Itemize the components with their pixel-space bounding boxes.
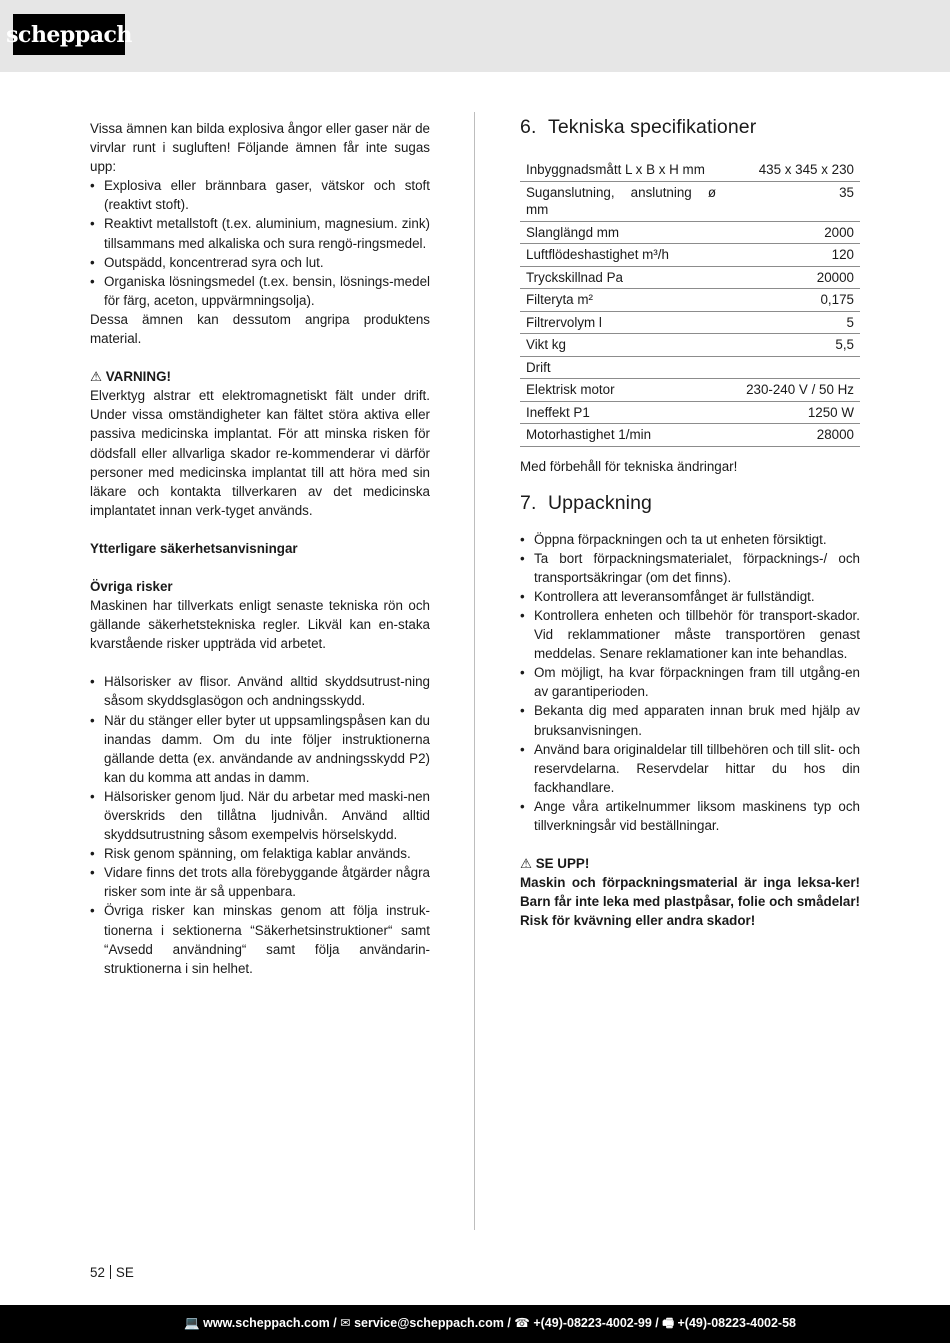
table-row: [520, 311, 860, 334]
table-row: [520, 244, 860, 267]
table-row: [520, 401, 860, 424]
spec-table: [520, 159, 860, 447]
intro-list: [90, 176, 430, 310]
table-row: [520, 181, 860, 221]
section-number: 7.: [520, 491, 537, 514]
spec-label: Vikt kg: [520, 334, 722, 357]
warning-heading: ⚠ VARNING!: [90, 369, 171, 385]
right-column: [520, 114, 860, 930]
spec-value: 28000: [722, 424, 860, 447]
spec-label: Slanglängd mm: [520, 221, 722, 244]
table-row: [520, 289, 860, 312]
spec-label: Filtrervolym l: [520, 311, 722, 334]
intro-outro: Dessa ämnen kan dessutom angripa produktens material.: [90, 311, 430, 347]
list-item: • Hälsorisker av flisor. Använd alltid skyddsutrust-ning såsom skyddsglasögon och andningsskydd.: [90, 672, 430, 710]
risks-text: Maskinen har tillverkats enligt senaste tekniska rön och gällande säkerhetstekniska regler. Likväl kan en-staka kvarstående risker uppträda vid arbetet.: [90, 598, 430, 652]
spec-value: 35: [722, 181, 860, 221]
spec-value: 5: [722, 311, 860, 334]
spec-value: [722, 356, 860, 379]
section-number: 6.: [520, 116, 537, 138]
table-row: [520, 356, 860, 379]
list-item: • Explosiva eller brännbara gaser, vätskor och stoft (reaktivt stoft).: [90, 176, 430, 214]
table-row: [520, 424, 860, 447]
list-item: • Kontrollera enheten och tillbehör för transport-skador. Vid reklammationer måste transportören genast meddelas. Senare reklamationer kan inte behandlas.: [520, 606, 860, 663]
list-item: • Öppna förpackningen och ta ut enheten försiktigt.: [520, 530, 860, 549]
spec-heading: [520, 114, 860, 140]
list-item: • Risk genom spänning, om felaktiga kablar används.: [90, 844, 430, 863]
list-item: • Ange våra artikelnummer liksom maskinens typ och tillverkningsår vid beställningar.: [520, 797, 860, 835]
list-item: • Om möjligt, ha kvar förpackningen fram till utgång-en av garantiperioden.: [520, 663, 860, 701]
footer-bar: [0, 1305, 950, 1343]
page-number: [90, 1265, 134, 1280]
spec-value: 0,175: [722, 289, 860, 312]
intro-text: Vissa ämnen kan bilda explosiva ångor eller gaser när de virvlar runt i sugluften! Följande ämnen får inte sugas upp:: [90, 121, 430, 175]
list-item: • Använd bara originaldelar till tillbehören och till slit- och reservdelarna. Reservdelar hittar du hos din fackhandlare.: [520, 740, 860, 797]
list-item: • Kontrollera att leveransomfånget är fullständigt.: [520, 587, 860, 606]
column-divider: [474, 112, 475, 1230]
spec-label: Luftflödeshastighet m³/h: [520, 244, 722, 267]
table-row: [520, 266, 860, 289]
brand-logo: scheppach: [13, 14, 125, 55]
list-item: • Ta bort förpackningsmaterialet, förpacknings-/ och transportsäkringar (om det finns).: [520, 549, 860, 587]
spec-note: Med förbehåll för tekniska ändringar!: [520, 458, 738, 474]
spec-label: Filteryta m²: [520, 289, 722, 312]
risks-list: [90, 672, 430, 978]
unpack-list: [520, 530, 860, 836]
spec-value: 1250 W: [722, 401, 860, 424]
table-row: [520, 159, 860, 181]
page-number-value: 52: [90, 1265, 105, 1280]
caution-text: Maskin och förpackningsmaterial är inga leksa-ker! Barn får inte leka med plastpåsar, folie och smådelar! Risk för kvävning eller andra skador!: [520, 875, 860, 929]
spec-label: Inbyggnadsmått L x B x H mm: [520, 159, 722, 181]
spec-label: Drift: [520, 356, 722, 379]
spec-value: 435 x 345 x 230: [722, 159, 860, 181]
list-item: • Bekanta dig med apparaten innan bruk med hjälp av bruksanvisningen.: [520, 701, 860, 739]
header-band: [0, 0, 950, 72]
spec-label: Motorhastighet 1/min: [520, 424, 722, 447]
risks-heading: Övriga risker: [90, 578, 173, 594]
table-row: [520, 379, 860, 402]
section-title: Uppackning: [548, 491, 652, 514]
spec-value: 230-240 V / 50 Hz: [722, 379, 860, 402]
spec-label: Elektrisk motor: [520, 379, 722, 402]
page-language: SE: [115, 1265, 134, 1280]
spec-value: 2000: [722, 221, 860, 244]
list-item: • Reaktivt metallstoft (t.ex. aluminium, magnesium. zink) tillsammans med alkaliska och sura rengö-ringsmedel.: [90, 214, 430, 252]
section-title: Tekniska specifikationer: [548, 116, 757, 138]
left-column: [90, 119, 430, 978]
extra-safety-heading: Ytterligare säkerhetsanvisningar: [90, 540, 298, 556]
footer-contact-text: 💻 www.scheppach.com / ✉ service@scheppach.com / ☎ +(49)-08223-4002-99 / 🖷 +(49)-08223-4002-58: [184, 1315, 796, 1330]
spec-label: Ineffekt P1: [520, 401, 722, 424]
list-item: • När du stänger eller byter ut uppsamlingspåsen kan du inandas damm. Om du inte följer instruktionerna gällande detta (ex. användande av andningsskydd P2) kan du komma att andas in damm.: [90, 711, 430, 787]
unpack-heading: [520, 490, 860, 516]
spec-label: Tryckskillnad Pa: [520, 266, 722, 289]
list-item: • Hälsorisker genom ljud. När du arbetar med maski-nen överskrids den tillåtna ljudnivån. Använd alltid skyddsutrustning såsom exempelvis hörselskydd.: [90, 787, 430, 844]
spec-label: Suganslutning, anslutning ø mm: [520, 181, 722, 221]
list-item: • Vidare finns det trots alla förebyggande åtgärder några risker som inte är så uppenbara.: [90, 863, 430, 901]
caution-heading: ⚠ SE UPP!: [520, 856, 590, 872]
list-item: • Outspädd, koncentrerad syra och lut.: [90, 253, 430, 272]
table-row: [520, 221, 860, 244]
list-item: • Organiska lösningsmedel (t.ex. bensin, lösnings-medel för färg, aceton, uppvärmningsolja).: [90, 272, 430, 310]
list-item: • Övriga risker kan minskas genom att följa instruk-tionerna i sektionerna “Säkerhetsinstruktioner“ samt “Avsedd användning“ samt följa användarin-struktionerna i sin helhet.: [90, 901, 430, 977]
spec-value: 20000: [722, 266, 860, 289]
spec-value: 5,5: [722, 334, 860, 357]
spec-value: 120: [722, 244, 860, 267]
table-row: [520, 334, 860, 357]
warning-text: Elverktyg alstrar ett elektromagnetiskt fält under drift. Under vissa omständigheter kan fältet störa aktiva eller passiva medicinska implantat. För att minska risken för dödsfall eller allvarliga skador re-kommenderar vi därför personer med medicinska implantat till att höra med sin läkare och kontakta tillverkaren av det medicinska implantatet innan verk-tyget används.: [90, 388, 430, 518]
